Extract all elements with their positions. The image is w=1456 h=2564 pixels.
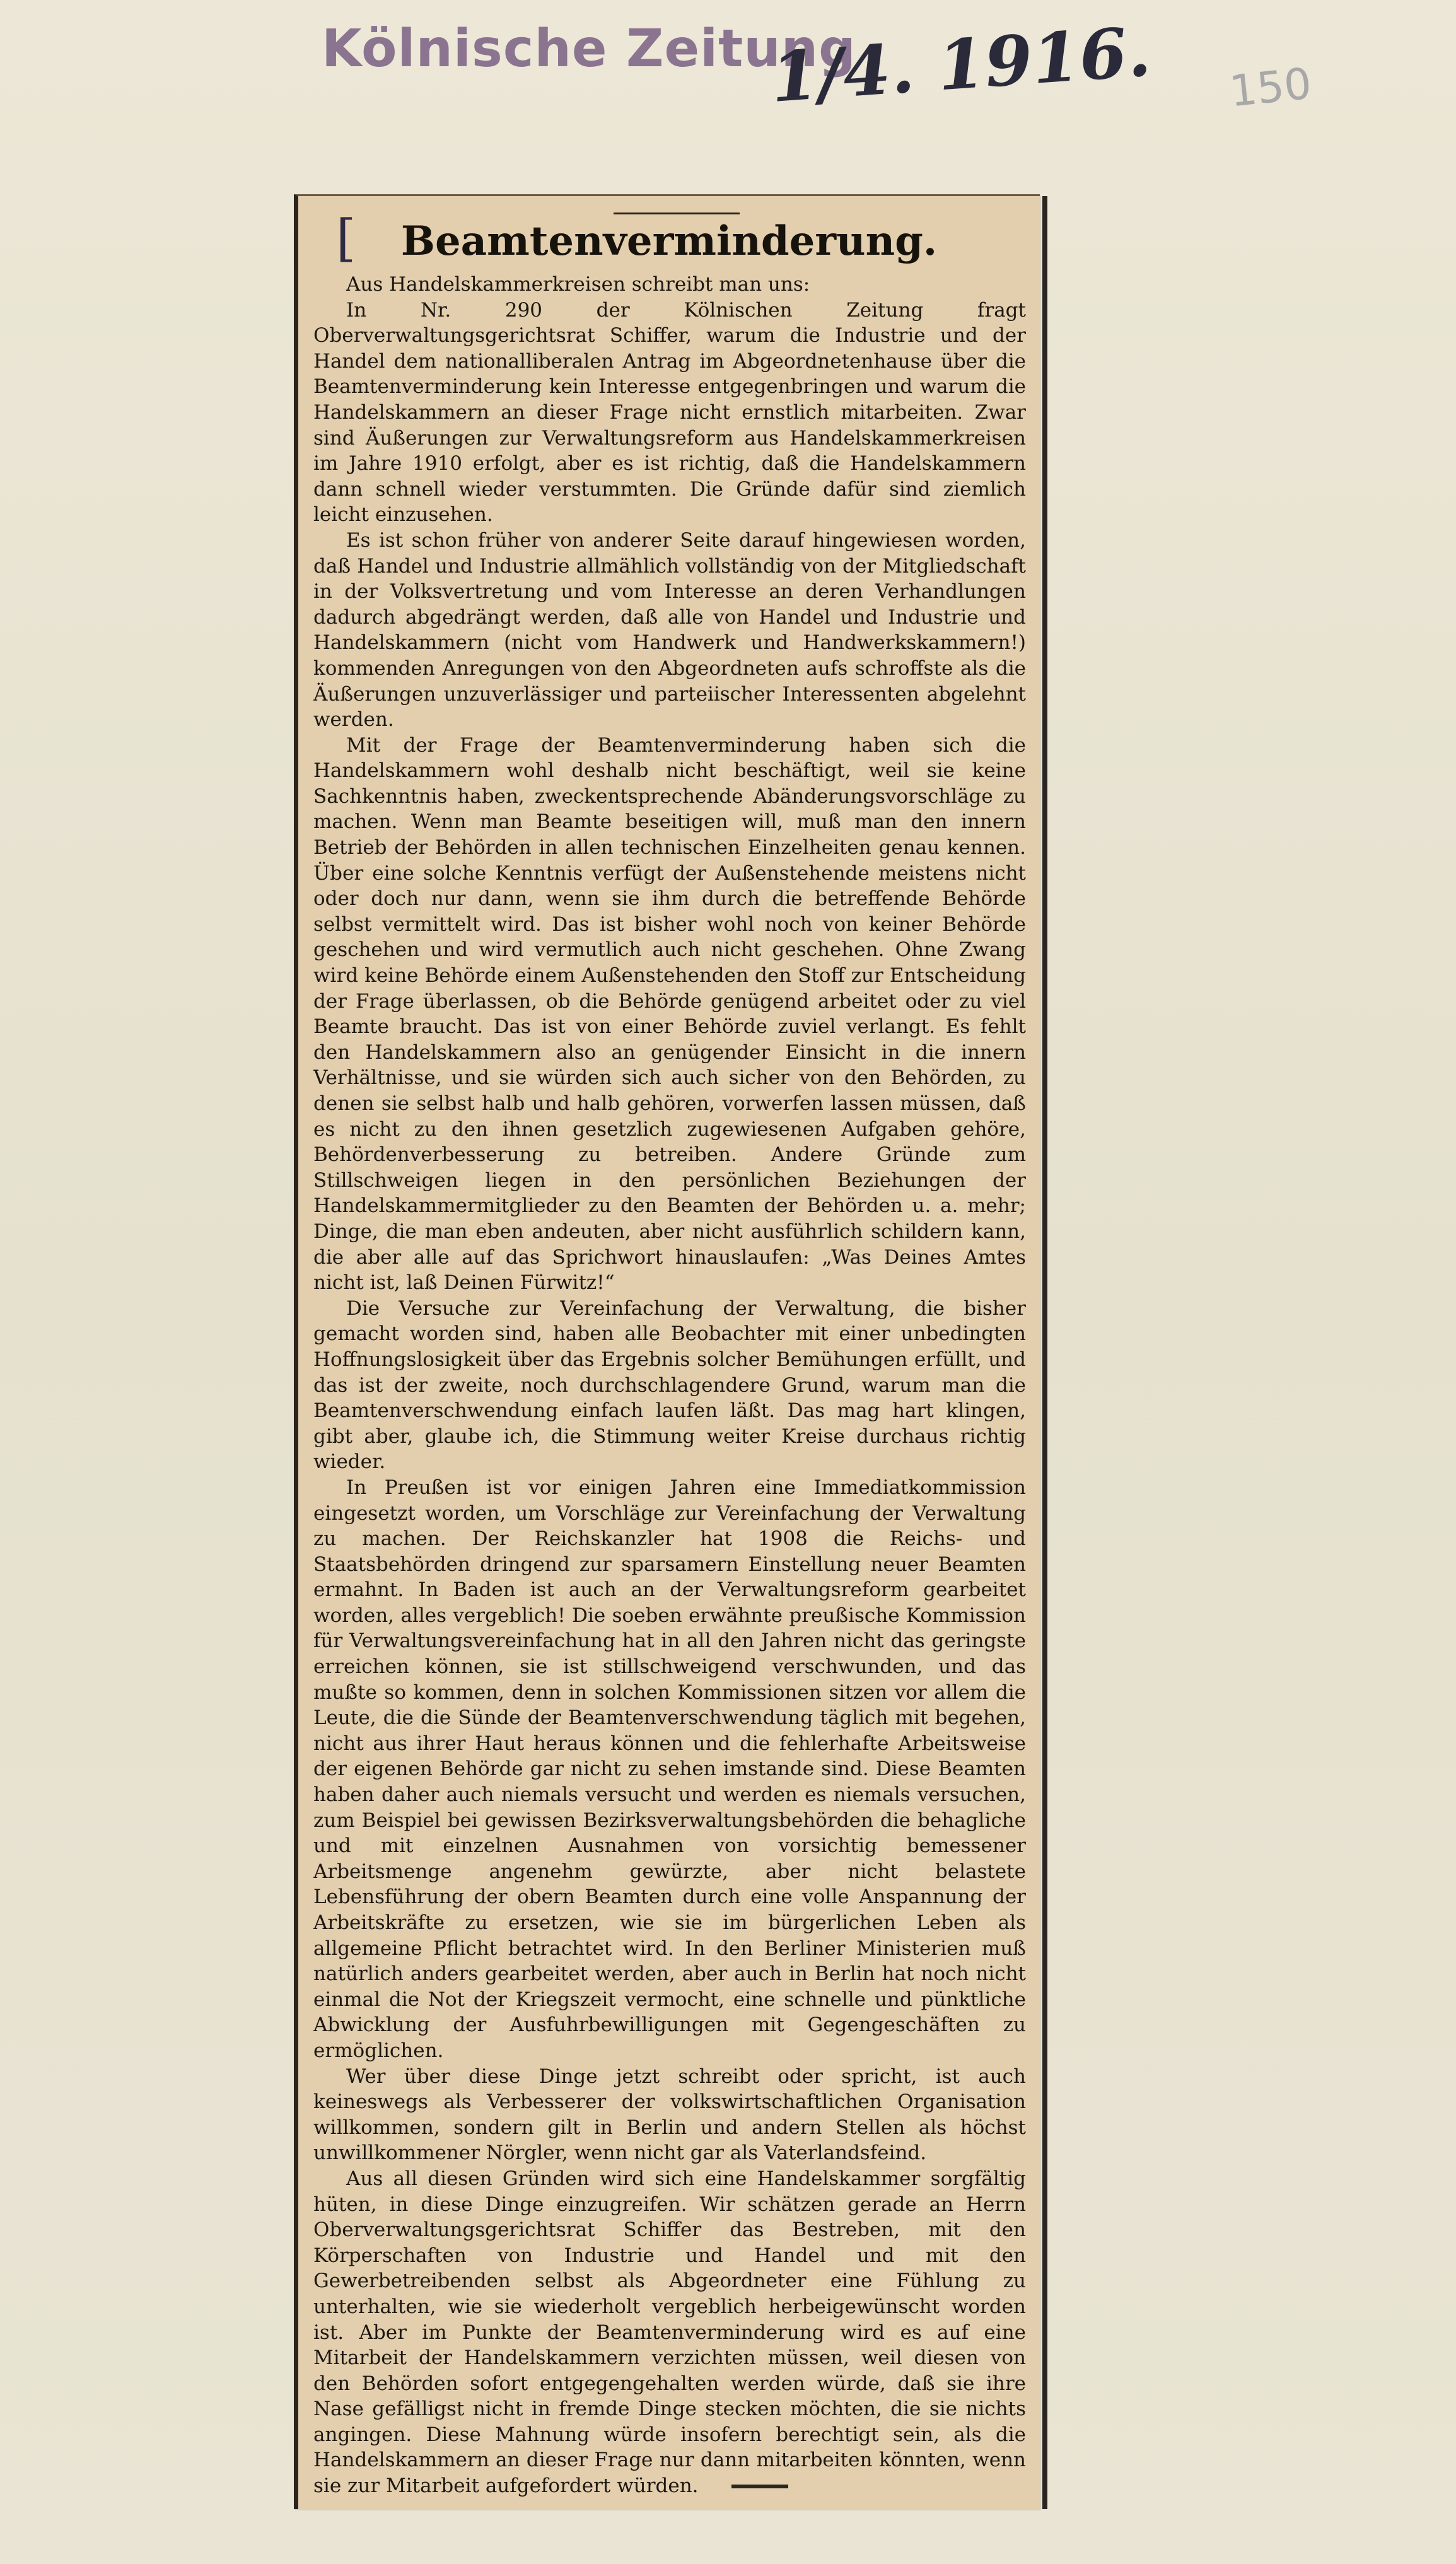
paragraph: Die Versuche zur Vereinfachung der Verwaltung, die bisher gemacht worden sind, haben alle Beobachter mit einer unbedingten Hoffnungslosigkeit über das Ergebnis solcher Bemühungen erfüllt, und das ist der zweite, noch durchschlagendere Grund, warum man die Beamtenverschwendung einfach laufen läßt. Das mag hart klingen, gibt aber, glaube ich, die Stimmung weiter Kreise durchaus richtig wieder.	[313, 1297, 1026, 1474]
paragraph: Wer über diese Dinge jetzt schreibt oder spricht, ist auch keineswegs als Verbesserer der volkswirtschaftlichen Organisation willkommen, sondern gilt in Berlin und andern Stellen als höchst unwillkommener Nörgler, wenn nicht gar als Vaterlandsfeind.	[313, 2065, 1026, 2165]
paragraph: Mit der Frage der Beamtenverminderung haben sich die Handelskammern wohl deshalb nicht beschäftigt, weil sie keine Sachkenntnis haben, zweckentsprechende Abänderungsvorschläge zu machen. Wenn man Beamte beseitigen will, muß man den innern Betrieb der Behörden in allen technischen Einzelheiten genau kennen. Über eine solche Kenntnis verfügt der Außenstehende meistens nicht oder doch nur dann, wenn sie ihm durch die betreffende Behörde selbst vermittelt wird. Das ist bisher wohl noch von keiner Behörde geschehen und wird vermutlich auch nicht geschehen. Ohne Zwang wird keine Behörde einem Außenstehenden den Stoff zur Entscheidung der Frage überlassen, ob die Behörde genügend arbeitet oder zu viel Beamte braucht. Das ist von einer Behörde zuviel verlangt. Es fehlt den Handelskammern also an genügender Einsicht in die innern Verhältnisse, und sie würden sich auch sicher von den Behörden, zu denen sie selbst halb und halb gehören, vorwerfen lassen müssen, daß es nicht zu den ihnen gesetzlich zugewiesenen Aufgaben gehöre, Behördenverbesserung zu betreiben. Andere Gründe zum Stillschweigen liegen in den persönlichen Beziehungen der Handelskammermitglieder zu den Beamten der Behörden u. a. mehr; Dinge, die man eben andeuten, aber nicht ausführlich schildern kann, die aber alle auf das Sprichwort hinauslaufen: „Was Deines Amtes nicht ist, laß Deinen Fürwitz!“	[313, 733, 1026, 1295]
article-body	[313, 272, 1026, 2498]
paragraph: In Preußen ist vor einigen Jahren eine Immediatkommission eingesetzt worden, um Vorschläge zur Vereinfachung der Verwaltung zu machen. Der Reichskanzler hat 1908 die Reichs- und Staatsbehörden dringend zur sparsamern Einstellung neuer Beamten ermahnt. In Baden ist auch an der Verwaltungsreform gearbeitet worden, alles vergeblich! Die soeben erwähnte preußische Kommission für Verwaltungsvereinfachung hat in all den Jahren nicht das geringste erreichen können, sie ist stillschweigend verschwunden, und das mußte so kommen, denn in solchen Kommissionen sitzen vor allem die Leute, die die Sünde der Beamtenverschwendung täglich mit begehen, nicht aus ihrer Haut heraus können und die fehlerhafte Arbeitsweise der eigenen Behörde gar nicht zu sehen imstande sind. Diese Beamten haben daher auch niemals versucht und werden es niemals versuchen, zum Beispiel bei gewissen Bezirksverwaltungsbehörden die behagliche und mit einzelnen Ausnahmen von vorsichtig bemessener Arbeitsmenge angenehm gewürzte, aber nicht belastete Lebensführung der obern Beamten durch eine volle Anspannung der Arbeitskräfte zu ersetzen, wie sie im bürgerlichen Leben als allgemeine Pflicht betrachtet wird. In den Berliner Ministerien muß natürlich anders gearbeitet werden, aber auch in Berlin hat noch nicht einmal die Not der Kriegszeit vermocht, eine schnelle und pünktliche Abwicklung der Ausfuhrbewilligungen mit Gegengeschäften zu ermöglichen.	[313, 1476, 1026, 2062]
page-number: 150	[1227, 59, 1314, 117]
newspaper-stamp: Kölnische Zeitung	[322, 19, 856, 79]
article-title: Beamtenverminderung.	[400, 218, 938, 265]
paragraph: In Nr. 290 der Kölnischen Zeitung fragt Oberverwaltungsgerichtsrat Schiffer, warum die Industrie und der Handel dem nationalliberalen Antrag im Abgeordnetenhause über die Beamtenverminderung kein Interesse entgegenbringen und warum die Handelskammern an dieser Frage nicht ernstlich mitarbeiten. Zwar sind Äußerungen zur Verwaltungsreform aus Handelskammerkreisen im Jahre 1910 erfolgt, aber es ist richtig, daß die Handelskammern dann schnell wieder verstummten. Die Gründe dafür sind ziemlich leicht einzusehen.	[313, 298, 1026, 527]
title-rule	[614, 213, 740, 214]
paragraph: Es ist schon früher von anderer Seite darauf hingewiesen worden, daß Handel und Industrie allmählich vollständig von der Mitgliedschaft in der Volksvertretung und vom Interesse an deren Verhandlungen dadurch abgedrängt werden, daß alle von Handel und Industrie und Handelskammern (nicht vom Handwerk und Handwerkskammern!) kommenden Anregungen von den Abgeordneten aufs schroffste als die Äußerungen unzuverlässiger und parteiischer Interessenten abgelehnt werden.	[313, 528, 1026, 731]
bottom-rule	[731, 2485, 788, 2488]
newspaper-clipping	[294, 194, 1040, 2509]
paragraph-intro: Aus Handelskammerkreisen schreibt man uns:	[346, 273, 810, 296]
handwritten-date: 1/4. 1916.	[768, 12, 1153, 118]
bracket-mark: [	[336, 209, 356, 267]
paragraph: Aus all diesen Gründen wird sich eine Handelskammer sorgfältig hüten, in diese Dinge einzugreifen. Wir schätzen gerade an Herrn Oberverwaltungsgerichtsrat Schiffer das Bestreben, mit den Körperschaften von Industrie und Handel und mit den Gewerbetreibenden selbst als Abgeordneter eine Fühlung zu unterhalten, wie sie wiederholt vergeblich herbeigewünscht worden ist. Aber im Punkte der Beamtenverminderung wird es auf eine Mitarbeit der Handelskammern verzichten müssen, weil diesen von den Behörden sofort entgegengehalten werden würde, daß sie ihre Nase gefälligst nicht in fremde Dinge stecken möchten, die sie nichts angingen. Diese Mahnung würde insofern berechtigt sein, als die Handelskammern an dieser Frage nur dann mitarbeiten könnten, wenn sie zur Mitarbeit aufgefordert würden.	[313, 2167, 1026, 2498]
